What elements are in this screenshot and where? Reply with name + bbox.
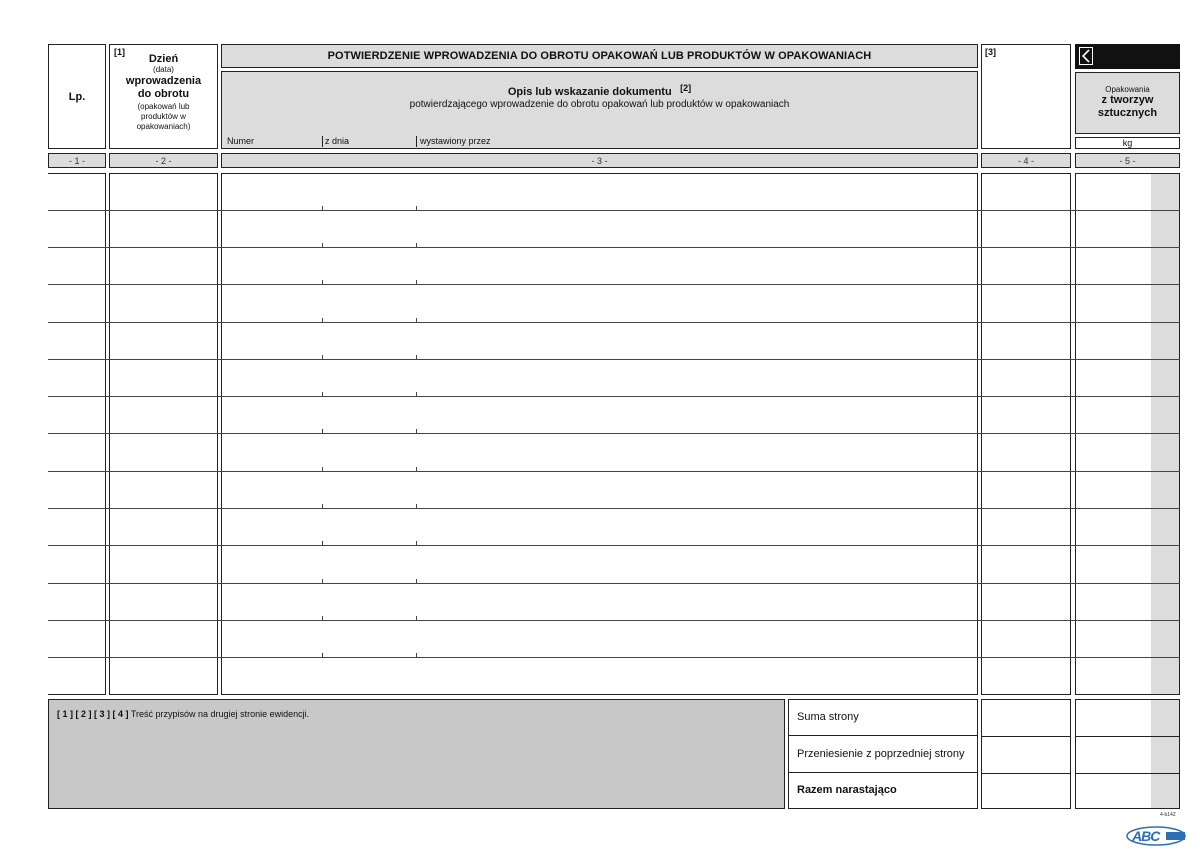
table-row xyxy=(48,471,1180,472)
col5-unit: kg xyxy=(1075,137,1180,149)
date-title: Dzień xyxy=(148,53,179,65)
date-bold: wprowadzenia do obrotu xyxy=(125,75,202,100)
sub-wystawiony: wystawiony przez xyxy=(420,136,491,146)
form-code: 4-b14Z xyxy=(1160,812,1176,818)
chevron-left-icon xyxy=(1079,47,1093,65)
footnote-refs: [ 1 ] [ 2 ] [ 3 ] [ 4 ] xyxy=(57,709,129,719)
footnote-3-ref: [3] xyxy=(985,47,996,57)
table-row xyxy=(48,284,1180,285)
table-row xyxy=(48,359,1180,360)
suma-strony-label: Suma strony xyxy=(797,711,859,723)
table-row xyxy=(48,583,1180,584)
sub-numer: Numer xyxy=(227,136,255,146)
desc-title: Opis lub wskazanie dokumentu xyxy=(507,86,672,98)
colnum-2: - 2 - xyxy=(109,153,218,168)
colnum-1: - 1 - xyxy=(48,153,106,168)
table-row xyxy=(48,396,1180,397)
table-row xyxy=(48,657,1180,658)
data-rows xyxy=(48,173,1180,695)
table-row xyxy=(48,508,1180,509)
colnum-3: - 3 - xyxy=(221,153,978,168)
footnote-2-ref: [2] xyxy=(680,83,692,93)
sums-col5[interactable] xyxy=(1075,699,1180,809)
header-col4-cell xyxy=(981,44,1071,149)
header-lp-cell xyxy=(48,44,106,149)
colnum-4: - 4 - xyxy=(981,153,1071,168)
header-date-cell xyxy=(109,44,218,149)
logo-text: ABC xyxy=(1132,828,1160,844)
header-lp-label: Lp. xyxy=(68,90,86,103)
date-sub: (data) xyxy=(153,65,174,74)
date-sub2: (opakowań lub produktów w opakowaniach) xyxy=(136,102,191,131)
main-title: POTWIERDZENIE WPROWADZENIA DO OBROTU OPAKOWAŃ LUB PRODUKTÓW W OPAKOWANIACH xyxy=(327,50,872,62)
table-row xyxy=(48,620,1180,621)
footnotes-box xyxy=(48,699,785,809)
header-col5-cell xyxy=(1075,72,1180,134)
sums-col4[interactable] xyxy=(981,699,1071,809)
col5-small: Opakowania xyxy=(1105,85,1150,94)
table-row xyxy=(48,247,1180,248)
col5-bold: z tworzyw sztucznych xyxy=(1097,94,1158,119)
main-title-bar xyxy=(221,44,978,68)
footnote-1-ref: [1] xyxy=(114,47,125,57)
sub-zdnia: z dnia xyxy=(325,136,350,146)
przeniesienie-label: Przeniesienie z poprzedniej strony xyxy=(797,748,965,760)
table-row xyxy=(48,210,1180,211)
sums-label-box xyxy=(788,699,978,809)
razem-label: Razem narastająco xyxy=(797,784,897,796)
table-row xyxy=(48,322,1180,323)
description-header xyxy=(221,71,978,149)
desc-sub: potwierdzającego wprowadzenie do obrotu opakowań lub produktów w opakowaniach xyxy=(409,99,790,110)
abc-logo xyxy=(1126,826,1186,846)
colnum-5: - 5 - xyxy=(1075,153,1180,168)
header-tab[interactable] xyxy=(1075,44,1180,69)
footnote-text: Treść przypisów na drugiej stronie ewidencji. xyxy=(130,709,310,719)
table-row xyxy=(48,545,1180,546)
table-row xyxy=(48,433,1180,434)
